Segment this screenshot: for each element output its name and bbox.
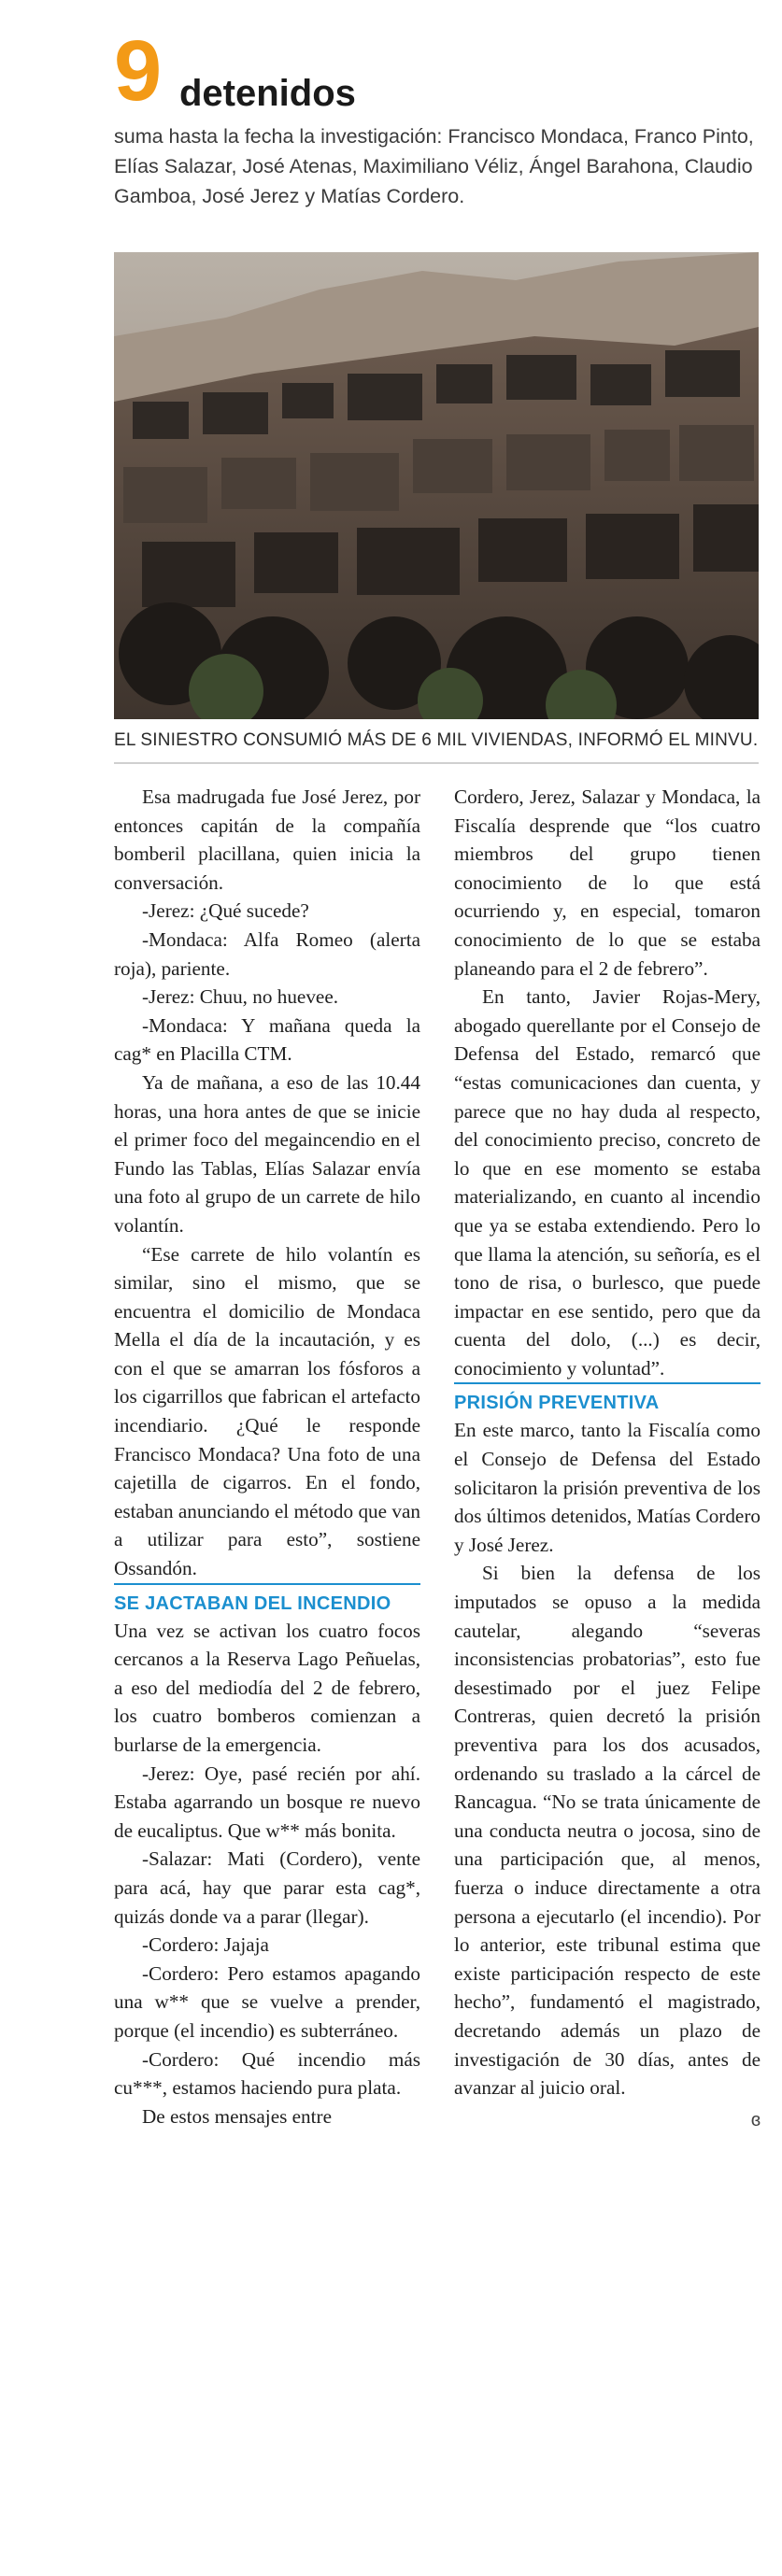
photo-caption: EL SINIESTRO CONSUMIÓ MÁS DE 6 MIL VIVIENDAS, INFORMÓ EL MINVU. <box>114 729 759 764</box>
article-column-right <box>454 783 761 2134</box>
paragraph: Cordero, Jerez, Salazar y Mondaca, la Fiscalía desprende que “los cuatro miembros del grupo tienen conocimiento de lo que está ocurriendo y, en especial, tomaron conocimiento de lo que se estaba planeando para el 2 de febrero”. <box>454 786 761 980</box>
header-summary: suma hasta la fecha la investigación: Francisco Mondaca, Franco Pinto, Elías Salazar, José Atenas, Maximiliano Véliz, Ángel Barahona, Claudio Gamboa, José Jerez y Matías Cordero. <box>114 125 754 207</box>
dialogue-line: -Jerez: Chuu, no huevee. <box>142 985 339 1009</box>
big-number: 9 <box>114 23 163 119</box>
paragraph: Esa madrugada fue José Jerez, por entonces capitán de la compañía bomberil placillana, quien inicia la conversación. <box>114 786 420 894</box>
dialogue-line: -Cordero: Qué incendio más cu***, estamos haciendo pura plata. <box>114 2047 420 2100</box>
dialogue-line: -Mondaca: Alfa Romeo (alerta roja), pariente. <box>114 927 420 980</box>
header-title: detenidos <box>179 73 356 114</box>
dialogue-line: -Jerez: ¿Qué sucede? <box>142 899 309 923</box>
paragraph: Ya de mañana, a eso de las 10.44 horas, una hora antes de que se inicie el primer foco del megaincendio en el Fundo las Tablas, Elías Salazar envía una foto al grupo de un carrete de hilo volantín. <box>114 1070 420 1237</box>
dialogue-line: -Jerez: Oye, pasé recién por ahí. Estaba agarrando un bosque re nuevo de eucaliptus. Que w** más bonita. <box>114 1762 420 1842</box>
dialogue-line: -Cordero: Pero estamos apagando una w** que se vuelve a prender, porque (el incendio) es subterráneo. <box>114 1961 420 2042</box>
paragraph: En tanto, Javier Rojas-Mery, abogado querellante por el Consejo de Defensa del Estado, remarcó que “estas comunicaciones dan cuenta, y parece que no hay duda al respecto, del conocimiento preciso, concreto de lo que en ese momento se estaba materializando, en cuanto al incendio que ya se estaba extendiendo. Pero lo que llama la atención, su señoría, es el tono de risa, o burlesco, que puede impactar en ese sentido, pero que da cuenta del dolo, (...) es decir, conocimiento y voluntad”. <box>454 985 761 1380</box>
article-column-left <box>114 783 420 2130</box>
paragraph: En este marco, tanto la Fiscalía como el Consejo de Defensa del Estado solicitaron la prisión preventiva de los dos últimos detenidos, Matías Cordero y José Jerez. <box>454 1419 761 1556</box>
dialogue-line: -Salazar: Mati (Cordero), vente para acá, hay que parar esta cag*, quizás donde va a parar (llegar). <box>114 1847 420 1928</box>
fire-damage-photo <box>114 252 759 719</box>
dialogue-line: -Mondaca: Y mañana queda la cag* en Placilla CTM. <box>114 1013 420 1066</box>
paragraph: De estos mensajes entre <box>142 2104 332 2128</box>
dialogue-line: -Cordero: Jajaja <box>142 1933 269 1957</box>
burned-hillside-image <box>114 252 759 719</box>
end-mark-icon: ɞ <box>750 2109 761 2130</box>
paragraph: Si bien la defensa de los imputados se opuso a la medida cautelar, alegando “severas inconsistencias probatorias”, esto fue desestimado por el juez Felipe Contreras, quien decretó la prisión preventiva para los dos acusados, ordenando su traslado a la cárcel de Rancagua. “No se trata únicamente de una conducta neutra o jocosa, sino de una participación que, al menos, fuerza o induce directamente a otra persona a ejecutarlo (el incendio). Por lo anterior, este tribunal estima que existe participación respecto de este hecho”, fundamentó el magistrado, decretando además un plazo de investigación de 30 días, antes de avanzar al juicio oral. <box>454 1562 761 2100</box>
section-subhead: SE JACTABAN DEL INCENDIO <box>114 1583 420 1617</box>
paragraph: Una vez se activan los cuatro focos cercanos a la Reserva Lago Peñuelas, a eso del mediodía del 2 de febrero, los cuatro bomberos comienzan a burlarse de la emergencia. <box>114 1619 420 1756</box>
paragraph: “Ese carrete de hilo volantín es similar, sino el mismo, que se encuentra el domicilio de Mondaca Mella el día de la incautación, y es con el que se amarran los fósforos a los cigarrillos que fabrican el artefacto incendiario. ¿Qué le responde Francisco Mondaca? Una foto de una cajetilla de cigarros. En el fondo, estaban anunciando el método que van a utilizar para esto”, sostiene Ossandón. <box>114 1242 420 1580</box>
section-subhead: PRISIÓN PREVENTIVA <box>454 1382 761 1416</box>
